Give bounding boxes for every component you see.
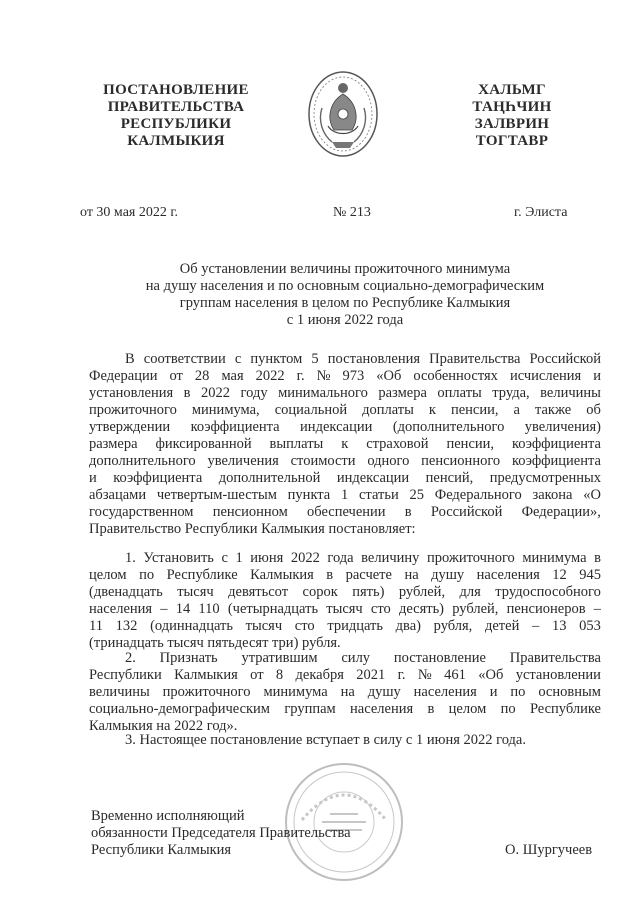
title-line: на душу населения и по основным социально-демографическим [145,278,545,294]
paragraph-line: размера фиксированной выплаты к страховой пенсии, коэффициента [89,436,601,452]
header-right-line: ТАҢҺЧИН [472,99,552,115]
paragraph-line: и коэффициента дополнительной индексации пенсий, предусмотренных [89,470,601,486]
document-date: от 30 мая 2022 г. [80,205,179,220]
paragraph-line: прожиточного минимума, социальной доплаты к пенсии, а также об [89,402,601,418]
paragraph-line: населения – 14 110 (четырнадцать тысяч сто десять) рублей, пенсионеров – [89,601,601,617]
paragraph-line: абзацами четвертым-шестым пункта 1 статьи 25 Федерального закона «О [89,487,601,503]
paragraph-line: Федерации от 28 мая 2022 г. № 973 «Об особенностях исчисления и [89,368,601,384]
paragraph-line: установления в 2022 году минимального размера оплаты труда, величины [89,385,601,401]
document-city: г. Элиста [514,205,568,220]
paragraph-line: дополнительного увеличения стоимости одного пенсионного коэффициента [89,453,601,469]
paragraph-preamble [89,351,601,538]
document-title [110,261,580,329]
header-left-block [96,82,256,150]
title-line: Об установлении величины прожиточного минимума [179,261,511,277]
header-left-line: ПОСТАНОВЛЕНИЕ [103,82,249,98]
paragraph-item-3 [89,732,601,749]
paragraph-line: (двенадцать тысяч девятьсот сорок пять) рублей, для трудоспособного [89,584,601,600]
signature-position [91,808,351,859]
signature-position-line: Республики Калмыкия [91,842,232,858]
header-right-line: ТОГТАВР [475,133,549,149]
signature-position-line: Временно исполняющий [91,808,245,824]
emblem-icon [306,68,380,160]
header-right-line: ХАЛЬМГ [478,82,546,98]
paragraph-line: 11 132 (одиннадцать тысяч сто тридцать два) рубля, детей – 13 053 [89,618,601,634]
paragraph-line: целом по Республике Калмыкия в расчете на душу населения 12 945 [89,567,601,583]
paragraph-line: 3. Настоящее постановление вступает в силу с 1 июня 2022 года. [125,732,526,748]
header-right-block [452,82,572,150]
paragraph-line: 2. Признать утратившим силу постановление Правительства [125,650,601,666]
paragraph-item-2 [89,650,601,735]
paragraph-line: Правительство Республики Калмыкия постановляет: [89,521,416,537]
header-right-line: ЗАЛВРИН [474,116,550,132]
signer-name: О. Шургучеев [505,842,593,858]
header-left-line: КАЛМЫКИЯ [127,133,225,149]
header-left-line: РЕСПУБЛИКИ [120,116,232,132]
paragraph-line: 1. Установить с 1 июня 2022 года величину прожиточного минимума в [125,550,601,566]
document-number: № 213 [333,205,371,220]
paragraph-item-1 [89,550,601,652]
title-line: группам населения в целом по Республике Калмыкия [179,295,511,311]
paragraph-line: государственном пенсионном обеспечении в Российской Федерации», [89,504,601,520]
paragraph-line: величины прожиточного минимума на душу населения и по основным [89,684,601,700]
paragraph-line: утверждении коэффициента индексации (дополнительного увеличения) [89,419,601,435]
paragraph-line: Республики Калмыкия от 8 декабря 2021 г. № 461 «Об установлении [89,667,601,683]
paragraph-line: (тринадцать тысяч пятьдесят три) рубля. [89,635,341,651]
paragraph-line: Калмыкия на 2022 год». [89,718,238,734]
title-line: с 1 июня 2022 года [286,312,404,328]
signature-position-line: обязанности Председателя Правительства [91,825,351,841]
paragraph-line: В соответствии с пунктом 5 постановления Правительства Российской [125,351,601,367]
paragraph-line: социально-демографическим группам населения в целом по Республике [89,701,601,717]
header-left-line: ПРАВИТЕЛЬСТВА [107,99,245,115]
